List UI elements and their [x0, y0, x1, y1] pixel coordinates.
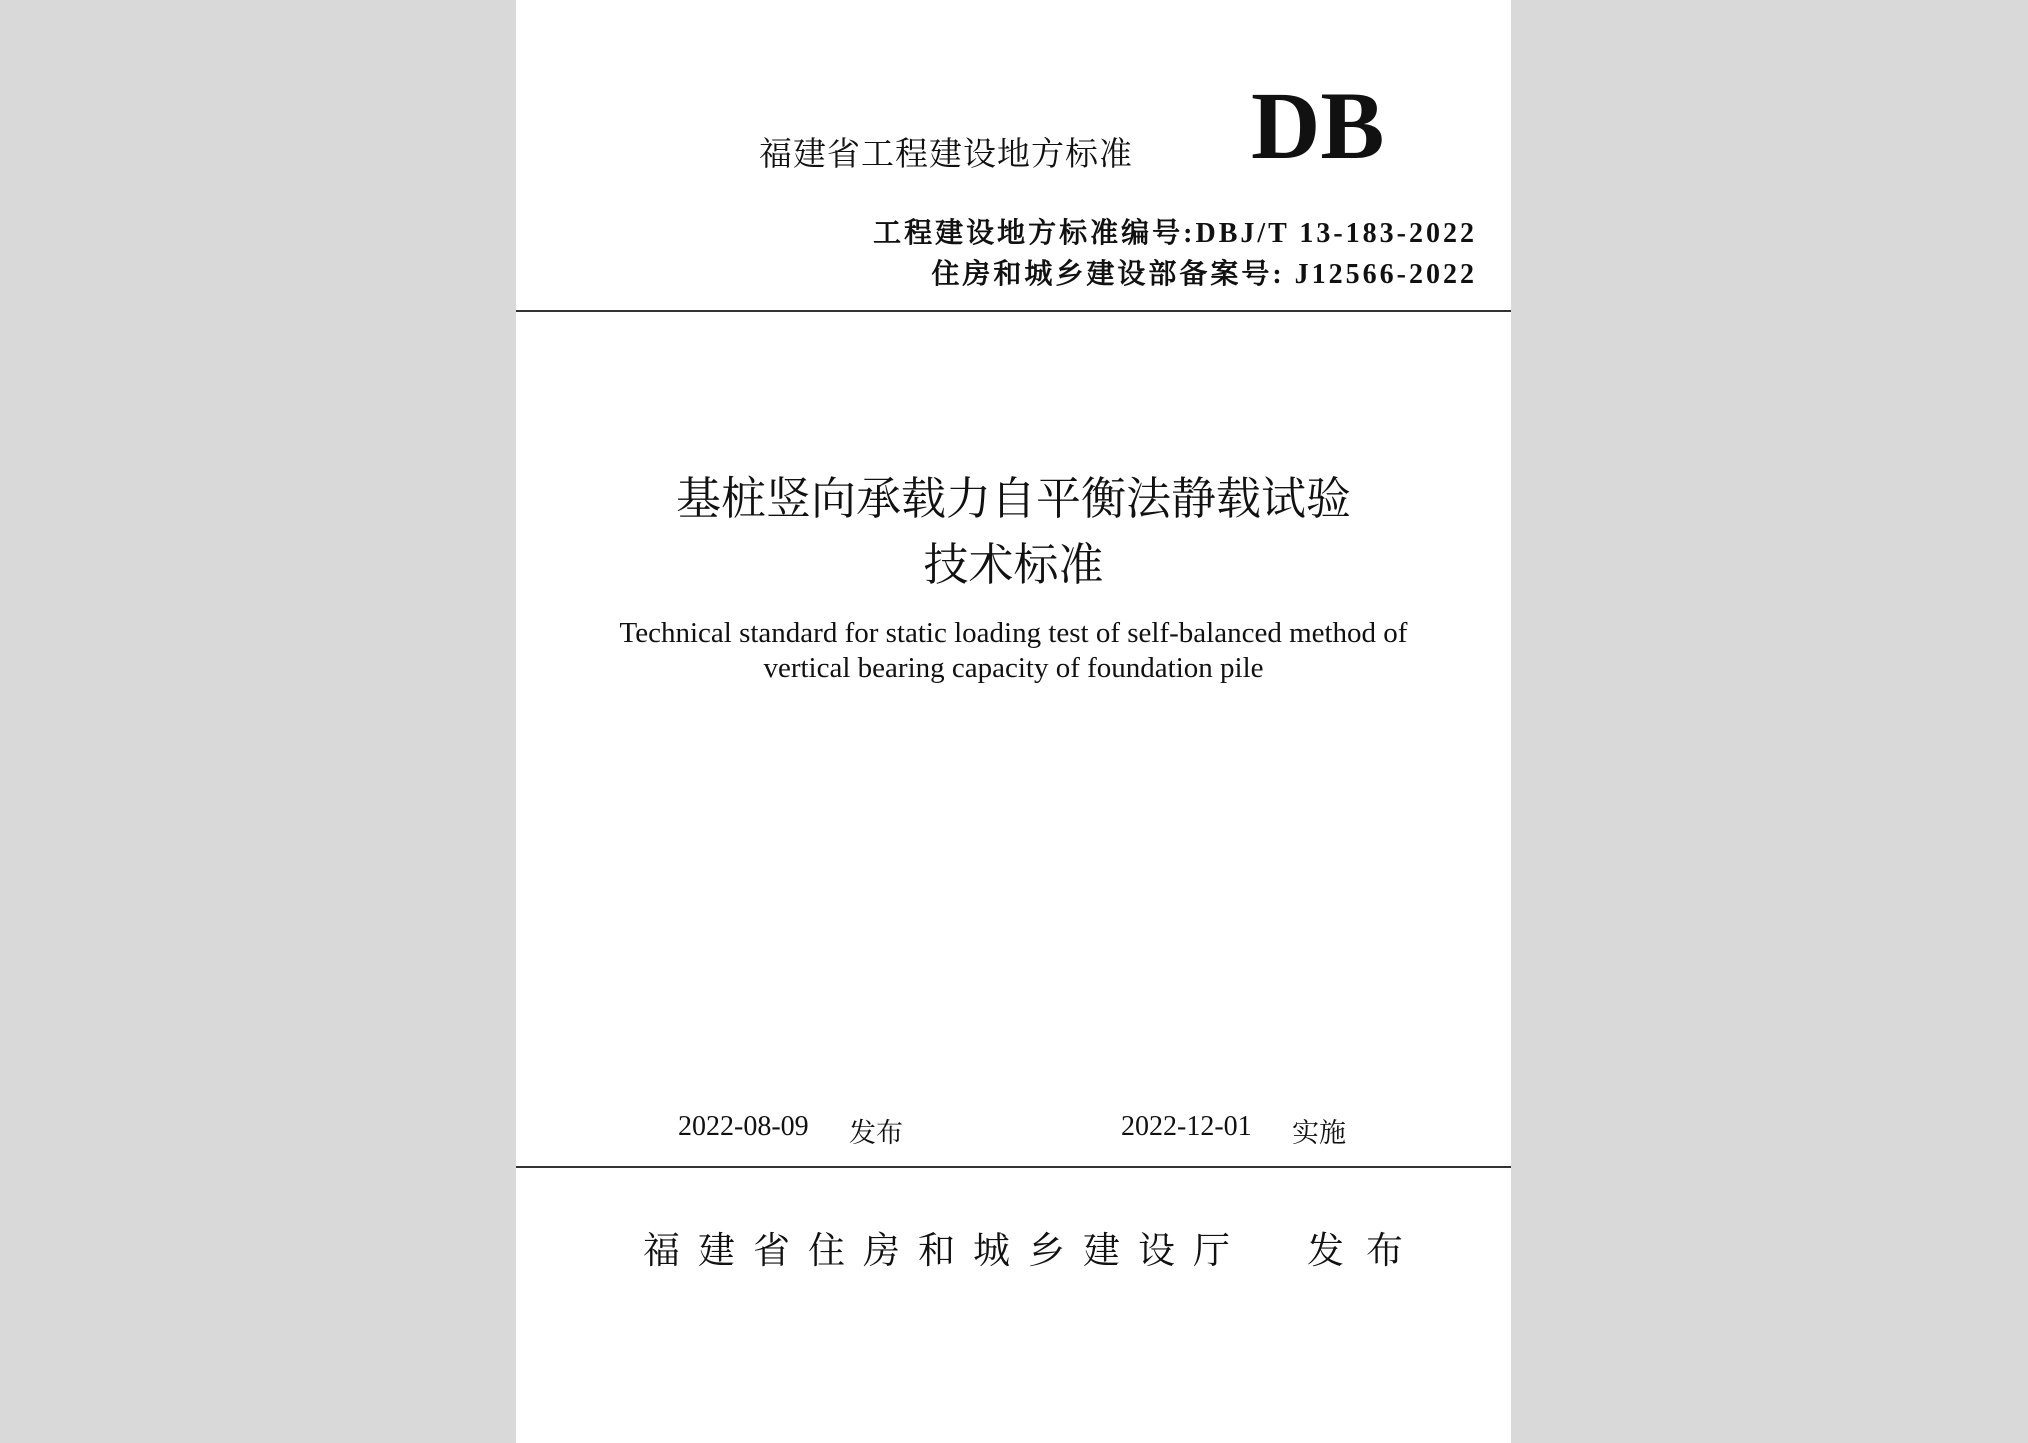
issuer-header: 福建省工程建设地方标准 [759, 134, 1133, 173]
title-english-line-2: vertical bearing capacity of foundation pile [763, 652, 1264, 684]
effective-label: 实施 [1292, 1118, 1346, 1149]
publish-verb: 发布 [1307, 1229, 1425, 1272]
db-mark: DB [1251, 72, 1385, 179]
effective-date: 2022-12-01 [1121, 1111, 1252, 1142]
title-chinese-line-1: 基桩竖向承载力自平衡法静载试验 [675, 472, 1351, 525]
publisher-name: 福建省住房和城乡建设厅 [643, 1229, 1248, 1272]
record-number: 住房和城乡建设部备案号: J12566-2022 [931, 259, 1477, 290]
document-page [516, 0, 1511, 1443]
title-chinese-line-2: 技术标准 [923, 538, 1104, 591]
issue-date: 2022-08-09 [678, 1111, 809, 1142]
bottom-divider [516, 1166, 1511, 1168]
standard-number: 工程建设地方标准编号:DBJ/T 13-183-2022 [873, 218, 1477, 249]
top-divider [516, 310, 1511, 312]
title-english-line-1: Technical standard for static loading test of self-balanced method of [619, 617, 1408, 649]
issue-label: 发布 [849, 1118, 903, 1149]
